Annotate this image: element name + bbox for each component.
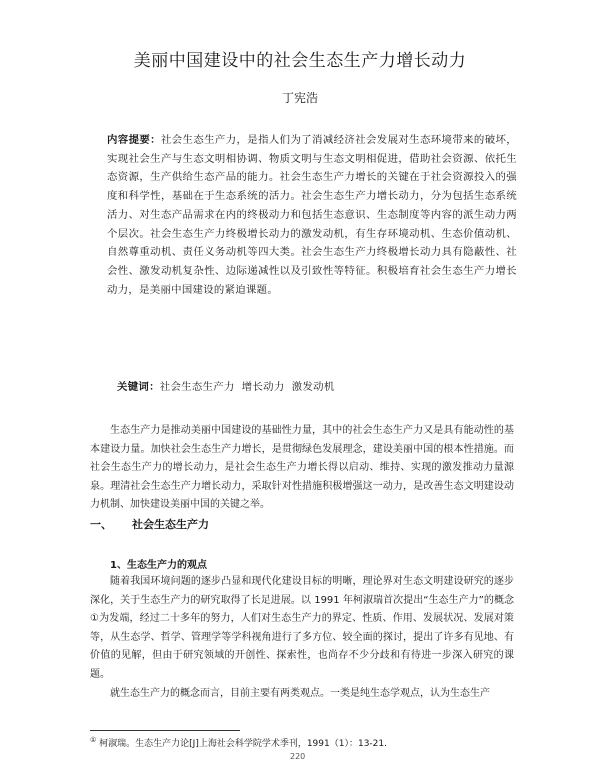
subsection-heading: 1、生态生产力的观点 xyxy=(110,560,207,571)
abstract xyxy=(107,131,517,299)
author-name: 丁宪浩 xyxy=(281,91,318,105)
footnote-divider xyxy=(90,730,240,731)
body-text xyxy=(90,573,514,703)
body-paragraph-1: 随着我国环境问题的逐步凸显和现代化建设目标的明晰，理论界对生态文明建设研究的逐步深化，关于生态生产力的研究取得了长足进展。以 1991 年柯淑瑞首次提出“生态生产力”的概念①为发端，经过二十多年的努力，人们对生态生产力的界定、性质、作用、发展状况、发展对策等，从生态学、哲学、管理学等学科视角进行了多方位、较全面的探讨，提出了许多有见地、有价值的见解，但由于研究领域的开创性、探索性，也尚存不少分歧和有待进一步深入研究的课题。 xyxy=(90,576,514,680)
section-number: 一、 xyxy=(90,518,112,531)
footnote-text: 柯淑瑞。生态生产力论[J]上海社会科学院学术季刊，1991（1）：13-21. xyxy=(99,739,387,749)
paper-title: 美丽中国建设中的社会生态生产力增长动力 xyxy=(133,51,467,71)
keywords-text: 社会生态生产力 增长动力 激发动机 xyxy=(159,381,335,393)
page-number: 220 xyxy=(290,752,306,761)
footnote xyxy=(90,736,387,749)
intro-paragraph: 生态生产力是推动美丽中国建设的基础性力量，其中的社会生态生产力又是具有能动性的基本建设力量。加快社会生态生产力增长，是贯彻绿色发展理念，建设美丽中国的根本性措施。而社会生态生产力的增长动力，是社会生态生产力增长得以启动、维持、实现的激发推动力量源泉。理清社会生态生产力增长动力，采取针对性措施积极增强这一动力，是改善生态文明建设动力机制、加快建设美丽中国的关键之举。 xyxy=(90,425,514,511)
keywords xyxy=(117,378,517,393)
body-paragraph-2: 就生态生产力的概念而言，目前主要有两类观点。一类是纯生态学观点，认为生态生产 xyxy=(110,687,490,699)
footnote-mark: ① xyxy=(90,736,97,744)
section-title: 社会生态生产力 xyxy=(132,518,209,531)
section-heading xyxy=(90,516,209,532)
abstract-label: 内容提要： xyxy=(107,134,161,146)
abstract-text: 社会生态生产力，是指人们为了消减经济社会发展对生态环境带来的破坏，实现社会生产与生态文明相协调、物质文明与生态文明相促进，借助社会资源、依托生态资源，生产供给生态产品的能力。社会生态生产力增长的关键在于社会资源投入的强度和科学性，基础在于生态系统的活力。社会生态生产力增长动力，分为包括生态系统活力、对生态产品需求在内的终极动力和包括生态意识、生态制度等内容的派生动力两个层次。社会生态生产力终极增长动力的激发动机，有生存环境动机、生态价值动机、自然尊重动机、责任义务动机等四大类。社会生态生产力终极增长动力具有隐蔽性、社会性、激发动机复杂性、边际递减性以及引致性等特征。积极培育社会生态生产力增长动力，是美丽中国建设的紧迫课题。 xyxy=(107,134,517,296)
keywords-label: 关键词： xyxy=(117,381,160,393)
